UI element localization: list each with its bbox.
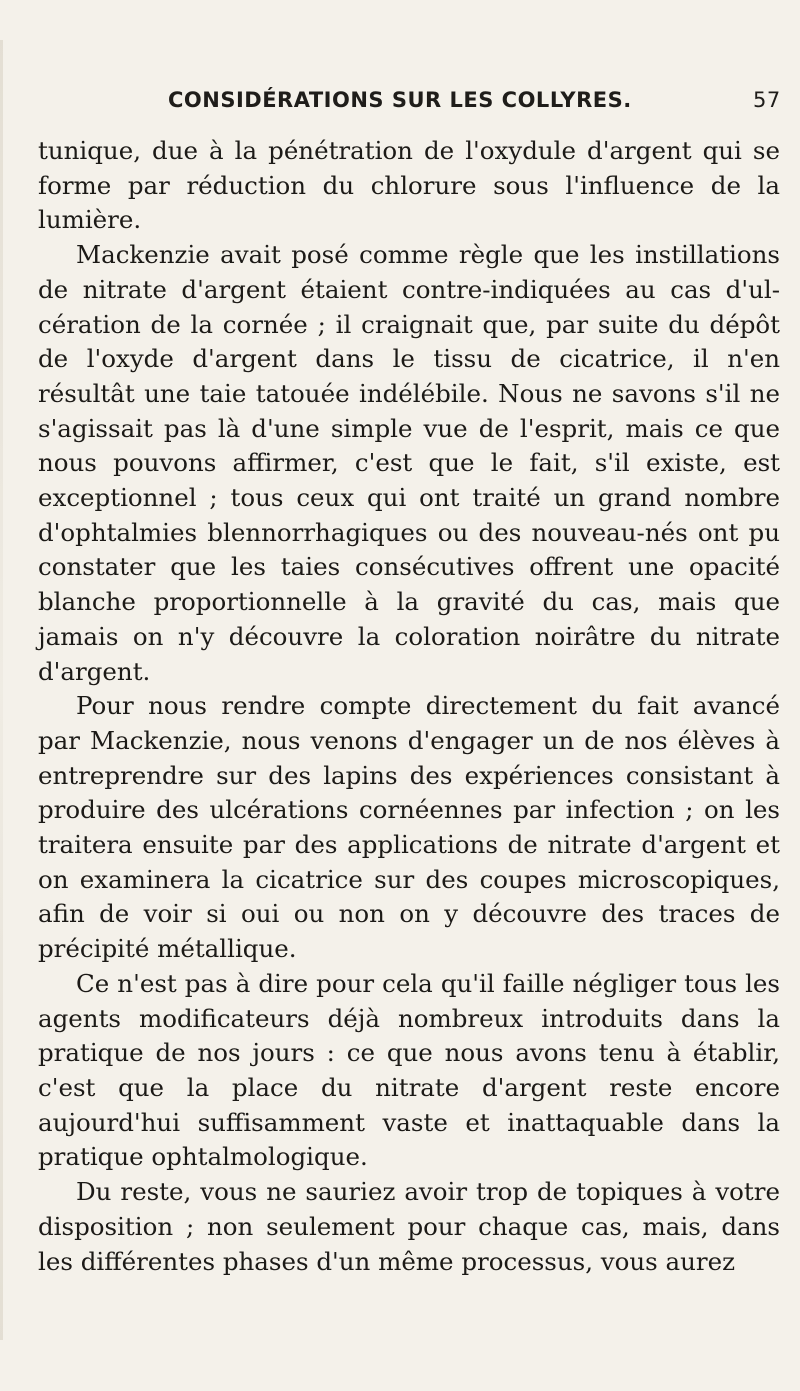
paragraph-continuation: tunique, due à la pénétration de l'oxydule d'argent qui se forme par réduction du chlorure sous l'influence de la lumière. — [38, 136, 780, 235]
page-number: 57 — [753, 88, 781, 112]
paragraph-experiments: Pour nous rendre compte directement du fait avancé par Mackenzie, nous venons d'engager un de nos élèves à entreprendre sur des lapins des expériences consistant à produire des ulcérations cornéennes par infection ; on les traitera ensuite par des applications de nitrate d'argent et on examinera la cicatrice sur des coupes microscopiques, afin de voir si oui ou non on y découvre des traces de précipité métallique. — [38, 691, 780, 964]
paragraph-modifying-agents: Ce n'est pas à dire pour cela qu'il faille négliger tous les agents modificateurs déjà nombreux introduits dans la pratique de nos jours : ce que nous avons tenu à établir, c'est que la place du nitrate d'argent reste encore aujourd'hui suffisamment vaste et inattaquable dans la pratique ophtalmologique. — [38, 968, 780, 1172]
running-head-title: CONSIDÉRATIONS SUR LES COLLYRES. — [168, 88, 632, 112]
body-text — [38, 134, 780, 1279]
page-edge-shadow — [0, 40, 3, 1340]
paragraph-mackenzie: Mackenzie avait posé comme règle que les instillations de nitrate d'argent étaient contre-indiquées au cas d'ulcération de la cornée ; il craignait que, par suite du dépôt de l'oxyde d'argent dans le tissu de cicatrice, il n'en résultât une taie tatouée indélébile. Nous ne savons s'il ne s'agissait pas là d'une simple vue de l'esprit, mais ce que nous pouvons affirmer, c'est que le fait, s'il existe, est exceptionnel ; tous ceux qui ont traité un grand nombre d'ophtalmies blennorrhagiques ou des nouveau-nés ont pu constater que les taies consécutives offrent une opacité blanche proportionnelle à la gravité du cas, mais que jamais on n'y découvre la coloration noirâtre du nitrate d'argent. — [38, 240, 780, 686]
paragraph-topiques: Du reste, vous ne sauriez avoir trop de topiques à votre disposition ; non seulement pour chaque cas, mais, dans les différentes phases d'un même processus, vous aurez — [38, 1177, 780, 1276]
